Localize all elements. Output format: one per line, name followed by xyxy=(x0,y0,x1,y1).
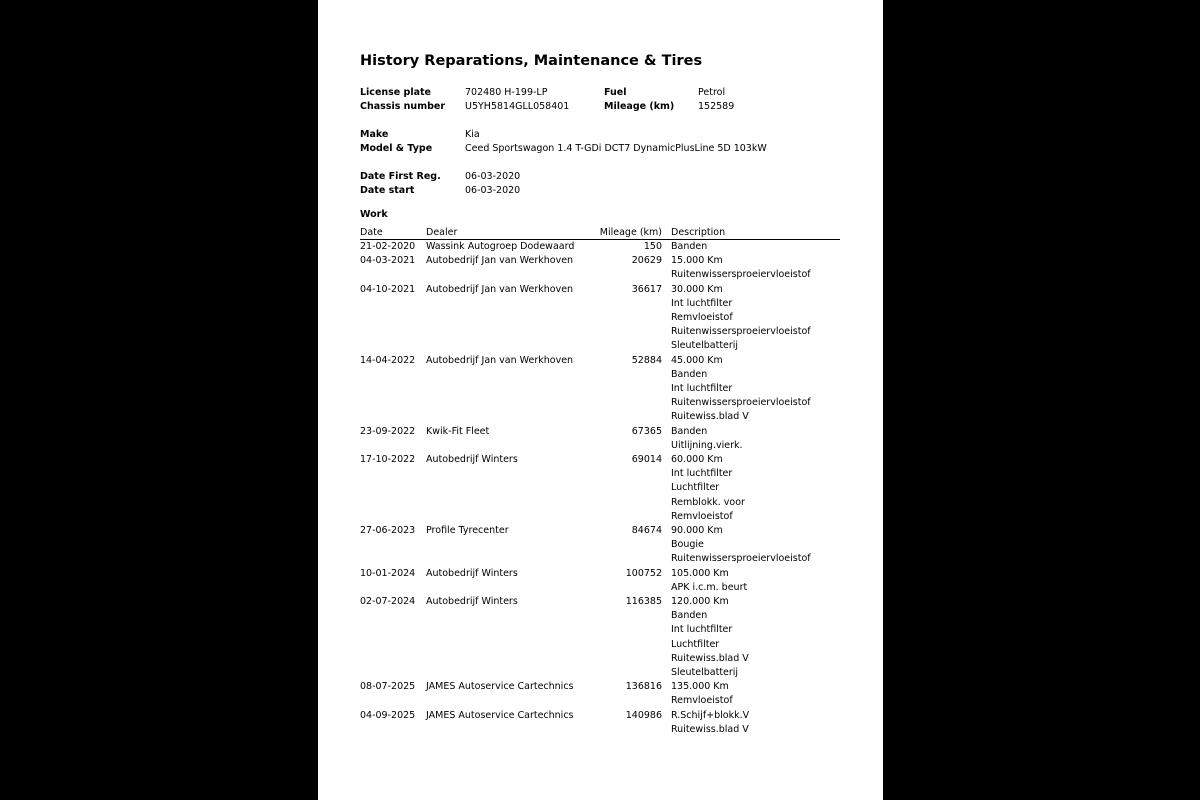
row-description-item: Ruitenwissersproeiervloeistof xyxy=(671,553,811,565)
model-label: Model & Type xyxy=(360,143,433,154)
row-description-item: Int luchtfilter xyxy=(671,468,733,480)
row-date: 04-03-2021 xyxy=(360,255,416,267)
row-description-item: Int luchtfilter xyxy=(671,624,733,636)
row-dealer: JAMES Autoservice Cartechnics xyxy=(426,681,574,693)
fuel-label: Fuel xyxy=(604,87,627,98)
row-description-item: Banden xyxy=(671,610,708,622)
make-value: Kia xyxy=(465,129,480,140)
row-descriptions xyxy=(671,524,811,567)
license-plate-value: 702480 H-199-LP xyxy=(465,87,548,98)
table-header xyxy=(360,226,840,240)
row-dealer: JAMES Autoservice Cartechnics xyxy=(426,709,574,721)
table-row xyxy=(360,453,840,524)
row-mileage: 67365 xyxy=(631,425,662,437)
row-descriptions xyxy=(671,283,811,354)
row-description-item: Luchtfilter xyxy=(671,638,720,650)
row-description-item: Remblokk. voor xyxy=(671,496,745,508)
table-row xyxy=(360,354,840,425)
row-descriptions xyxy=(671,354,811,425)
row-description-item: Ruitewiss.blad V xyxy=(671,652,749,664)
row-mileage: 52884 xyxy=(631,354,662,366)
row-description-item: APK i.c.m. beurt xyxy=(671,581,748,593)
row-description-item: Banden xyxy=(671,368,708,380)
row-description-item: Int luchtfilter xyxy=(671,297,733,309)
table-row xyxy=(360,567,840,595)
row-descriptions xyxy=(671,254,811,282)
table-row xyxy=(360,240,840,254)
model-value: Ceed Sportswagon 1.4 T-GDi DCT7 DynamicPlusLine 5D 103kW xyxy=(465,143,767,154)
row-mileage: 140986 xyxy=(625,709,662,721)
row-description-item: Remvloeistof xyxy=(671,311,733,323)
date-start-value: 06-03-2020 xyxy=(465,185,521,196)
row-description-item: 15.000 Km xyxy=(671,255,723,267)
column-header-description: Description xyxy=(671,227,726,238)
row-date: 08-07-2025 xyxy=(360,681,416,693)
row-descriptions xyxy=(671,453,745,524)
row-mileage: 136816 xyxy=(625,681,662,693)
row-description-item: 135.000 Km xyxy=(671,681,729,693)
row-description-item: Luchtfilter xyxy=(671,482,720,494)
row-date: 21-02-2020 xyxy=(360,241,416,252)
row-mileage: 69014 xyxy=(631,453,662,465)
row-description-item: 30.000 Km xyxy=(671,283,723,295)
row-description-item: Banden xyxy=(671,425,708,437)
chassis-label: Chassis number xyxy=(360,101,446,112)
row-description-item: Ruitenwissersproeiervloeistof xyxy=(671,326,811,338)
row-description-item: Bougie xyxy=(671,539,704,551)
row-dealer: Profile Tyrecenter xyxy=(426,524,509,536)
row-description-item: Ruitenwissersproeiervloeistof xyxy=(671,397,811,409)
row-mileage: 100752 xyxy=(625,567,662,579)
make-label: Make xyxy=(360,129,389,140)
row-description-item: Sleutelbatterij xyxy=(671,666,739,678)
table-row xyxy=(360,283,840,354)
row-mileage: 116385 xyxy=(625,595,662,607)
row-dealer: Kwik-Fit Fleet xyxy=(426,425,490,437)
row-descriptions xyxy=(671,425,743,453)
row-dealer: Wassink Autogroep Dodewaard xyxy=(426,241,575,252)
table-row xyxy=(360,595,840,680)
row-dealer: Autobedrijf Jan van Werkhoven xyxy=(426,283,574,295)
table-row xyxy=(360,425,840,453)
page-title: History Reparations, Maintenance & Tires xyxy=(360,53,703,69)
row-description-item: Uitlijning.vierk. xyxy=(671,439,743,451)
row-description-item: 90.000 Km xyxy=(671,524,723,536)
date-start-label: Date start xyxy=(360,185,415,196)
table-row xyxy=(360,254,840,282)
row-dealer: Autobedrijf Jan van Werkhoven xyxy=(426,354,574,366)
table-row xyxy=(360,680,840,708)
row-mileage: 84674 xyxy=(631,524,662,536)
row-date: 14-04-2022 xyxy=(360,354,416,366)
row-descriptions xyxy=(671,680,733,708)
row-descriptions xyxy=(671,567,747,595)
table-row xyxy=(360,709,840,737)
row-date: 27-06-2023 xyxy=(360,524,416,536)
row-dealer: Autobedrijf Winters xyxy=(426,567,518,579)
row-description-item: 105.000 Km xyxy=(671,567,729,579)
row-date: 04-10-2021 xyxy=(360,283,416,295)
row-date: 02-07-2024 xyxy=(360,595,416,607)
row-description-item: R.Schijf+blokk.V xyxy=(671,709,750,721)
row-descriptions xyxy=(671,240,707,254)
row-date: 23-09-2022 xyxy=(360,425,416,437)
column-header-date: Date xyxy=(360,227,383,238)
license-plate-label: License plate xyxy=(360,87,432,98)
row-date: 10-01-2024 xyxy=(360,567,416,579)
row-dealer: Autobedrijf Jan van Werkhoven xyxy=(426,255,574,267)
row-description-item: Banden xyxy=(671,241,708,252)
row-description-item: Sleutelbatterij xyxy=(671,340,739,352)
column-header-mileage: Mileage (km) xyxy=(599,227,662,238)
table-row xyxy=(360,524,840,567)
mileage-label: Mileage (km) xyxy=(604,101,675,112)
row-description-item: Int luchtfilter xyxy=(671,382,733,394)
row-description-item: 60.000 Km xyxy=(671,453,723,465)
chassis-value: U5YH5814GLL058401 xyxy=(465,101,570,112)
row-description-item: Remvloeistof xyxy=(671,510,733,522)
row-description-item: Ruitewiss.blad V xyxy=(671,411,749,423)
mileage-value: 152589 xyxy=(698,101,735,112)
row-mileage: 150 xyxy=(643,241,662,252)
row-description-item: 45.000 Km xyxy=(671,354,723,366)
row-descriptions xyxy=(671,595,749,680)
row-dealer: Autobedrijf Winters xyxy=(426,453,518,465)
first-reg-value: 06-03-2020 xyxy=(465,171,521,182)
work-heading: Work xyxy=(360,209,388,220)
document-page xyxy=(318,0,883,800)
row-date: 04-09-2025 xyxy=(360,709,416,721)
work-table xyxy=(360,226,840,737)
row-dealer: Autobedrijf Winters xyxy=(426,595,518,607)
row-description-item: Ruitewiss.blad V xyxy=(671,723,749,735)
column-header-dealer: Dealer xyxy=(426,227,458,238)
row-description-item: 120.000 Km xyxy=(671,595,729,607)
row-date: 17-10-2022 xyxy=(360,453,416,465)
fuel-value: Petrol xyxy=(698,87,726,98)
row-descriptions xyxy=(671,709,749,737)
row-description-item: Ruitenwissersproeiervloeistof xyxy=(671,269,811,281)
row-mileage: 20629 xyxy=(631,255,662,267)
table-body xyxy=(360,240,840,737)
row-description-item: Remvloeistof xyxy=(671,695,733,707)
row-mileage: 36617 xyxy=(631,283,662,295)
first-reg-label: Date First Reg. xyxy=(360,171,441,182)
